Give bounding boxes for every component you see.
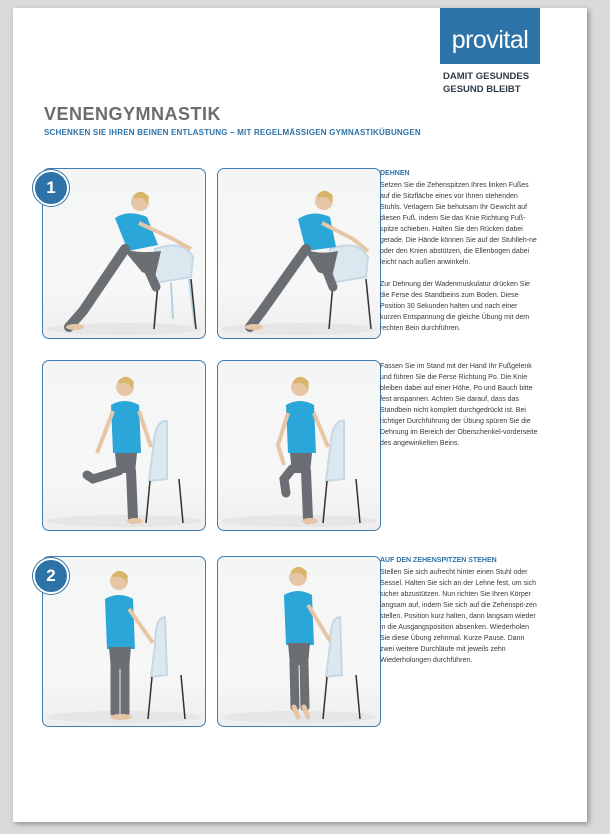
tagline-line-1: DAMIT GESUNDES: [443, 71, 530, 82]
photo-quad-stretch-2: [217, 360, 381, 531]
exercise-1-heading: DEHNEN: [380, 170, 410, 177]
exercise-1-paragraph-1: Setzen Sie die Zehenspitzen Ihres linken Fußes auf die Sitzfläche eines vor Ihnen stehenden Stuhls. Verlagern Sie behutsam Ihr Gewicht auf diesen Fuß, indem Sie das Knie Richtung Fuß-spitze schieben. Halten Sie den Rücken dabei gerade. Die Hände können Sie auf der Stuhlleh-ne oder den Knien abstützen, die Ellenbogen dabei leicht nach außen anwinkeln.: [380, 182, 537, 266]
tagline-line-2: GESUND BLEIBT: [443, 84, 521, 95]
exercise-1-text: [380, 168, 540, 345]
provital-logo: [440, 8, 540, 64]
exercise-1-text-2: [380, 361, 540, 460]
page-title: VENENGYMNASTIK: [44, 104, 222, 124]
page-subtitle: SCHENKEN SIE IHREN BEINEN ENTLASTUNG – MIT REGELMÄSSIGEN GYMNASTIKÜBUNGEN: [44, 128, 421, 137]
document-page: [13, 8, 587, 822]
photo-tiptoe-2: [217, 556, 381, 727]
photo-quad-stretch-1: [42, 360, 206, 531]
quad-stretch-illustration: [43, 361, 205, 530]
exercise-2-badge: 2: [33, 558, 69, 594]
exercise-2-text: [380, 555, 540, 677]
logo-wordmark: provital: [451, 26, 529, 54]
exercise-1-paragraph-3: Fassen Sie im Stand mit der Hand Ihr Fußgelenk und führen Sie die Ferse Richtung Po. Die Knie bleiben dabei auf einer Höhe, Po und Bauch bitte fest anspannen. Achten Sie darauf, dass das Standbein nicht komplett durchgedrückt ist. Bei richtiger Durchführung der Übung spüren Sie die Dehnung im Bereich der Oberschenkel-vorderseite des angewinkelten Beins.: [380, 363, 538, 447]
quad-stretch-illustration-2: [218, 361, 380, 530]
exercise-2-paragraph-1: Stellen Sie sich aufrecht hinter einen Stuhl oder Sessel. Halten Sie sich an der Lehne fest, um sich sicher abzustützen. Nun richten Sie Ihren Körper langsam auf, indem Sie sich auf die Zehenspit-zen stellen. Position kurz halten, dann langsam wieder in die Ausgangsposition absenken. Wiederholen Sie diese Übung zehnmal. Kurze Pause. Dann zwei weitere Durchläufe mit jeweils zehn Wiederholungen durchführen.: [380, 569, 537, 664]
brand-tagline: [443, 70, 583, 96]
exercise-1-badge: 1: [33, 170, 69, 206]
photo-lunge-2: [217, 168, 381, 339]
exercise-2-heading: AUF DEN ZEHENSPITZEN STEHEN: [380, 557, 497, 564]
exercise-1-paragraph-2: Zur Dehnung der Wadenmuskulatur drücken Sie die Ferse des Standbeins zum Boden. Diese Position 30 Sekunden halten und nach einer kurzen Entspannung die gleiche Übung mit dem rechten Bein durchführen.: [380, 281, 530, 332]
lunge-photo-illustration-2: [218, 169, 380, 338]
tiptoe-illustration-2: [218, 557, 380, 726]
